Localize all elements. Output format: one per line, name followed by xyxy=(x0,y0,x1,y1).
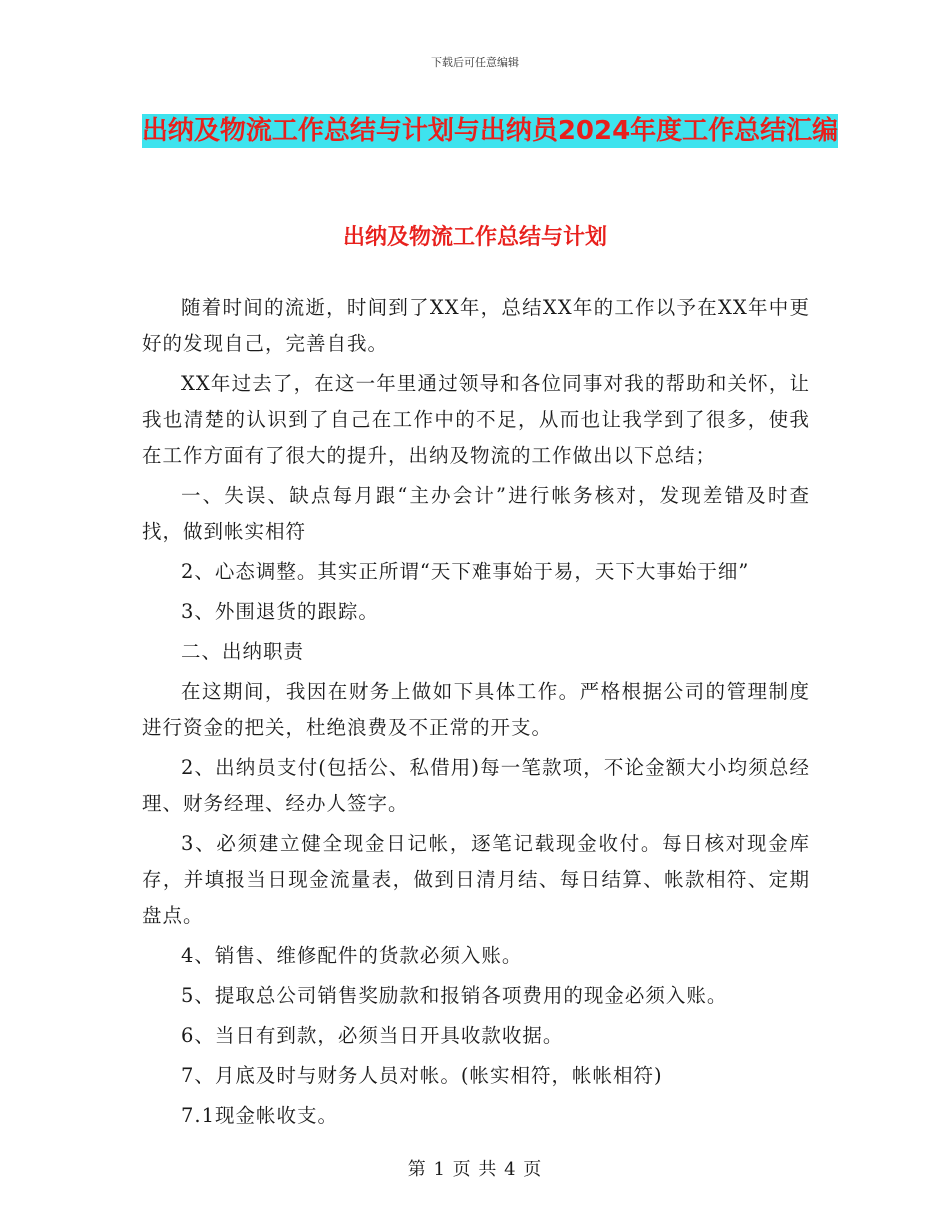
section-title: 出纳及物流工作总结与计划 xyxy=(342,225,607,250)
paragraph: 3、外围退货的跟踪。 xyxy=(181,600,379,623)
paragraph: 3、必须建立健全现金日记帐，逐笔记载现金收付。每日核对现金库存，并填报当日现金流量表，做到日清月结、每日结算、帐款相符、定期盘点。 xyxy=(142,832,810,927)
paragraph: XX年过去了，在这一年里通过领导和各位同事对我的帮助和关怀，让我也清楚的认识到了自己在工作中的不足，从而也让我学到了很多，使我在工作方面有了很大的提升，出纳及物流的工作做出以下总结； xyxy=(142,372,810,467)
paragraph: 随着时间的流逝，时间到了XX年，总结XX年的工作以予在XX年中更好的发现自己，完善自我。 xyxy=(142,296,810,355)
paragraph: 6、当日有到款，必须当日开具收款收据。 xyxy=(181,1024,564,1047)
page-footer: 第 1 页 共 4 页 xyxy=(407,1159,543,1180)
paragraph: 7.1现金帐收支。 xyxy=(181,1104,339,1127)
header-note: 下载后可任意编辑 xyxy=(431,56,519,69)
document-body xyxy=(142,290,810,1138)
paragraph: 在这期间，我因在财务上做如下具体工作。严格根据公司的管理制度进行资金的把关，杜绝浪费及不正常的开支。 xyxy=(142,680,810,739)
paragraph: 5、提取总公司销售奖励款和报销各项费用的现金必须入账。 xyxy=(181,984,728,1007)
paragraph: 2、出纳员支付(包括公、私借用)每一笔款项，不论金额大小均须总经理、财务经理、经办人签字。 xyxy=(142,756,810,815)
paragraph: 7、月底及时与财务人员对帐。(帐实相符，帐帐相符) xyxy=(181,1064,663,1087)
document-title xyxy=(140,108,840,154)
paragraph: 4、销售、维修配件的货款必须入账。 xyxy=(181,944,523,967)
paragraph: 二、出纳职责 xyxy=(181,640,305,663)
document-title-text: 出纳及物流工作总结与计划与出纳员2024年度工作总结汇编 xyxy=(141,116,839,146)
paragraph: 一、失误、缺点每月跟“主办会计”进行帐务核对，发现差错及时查找，做到帐实相符 xyxy=(142,484,810,543)
paragraph: 2、心态调整。其实正所谓“天下难事始于易，天下大事始于细” xyxy=(181,560,750,583)
